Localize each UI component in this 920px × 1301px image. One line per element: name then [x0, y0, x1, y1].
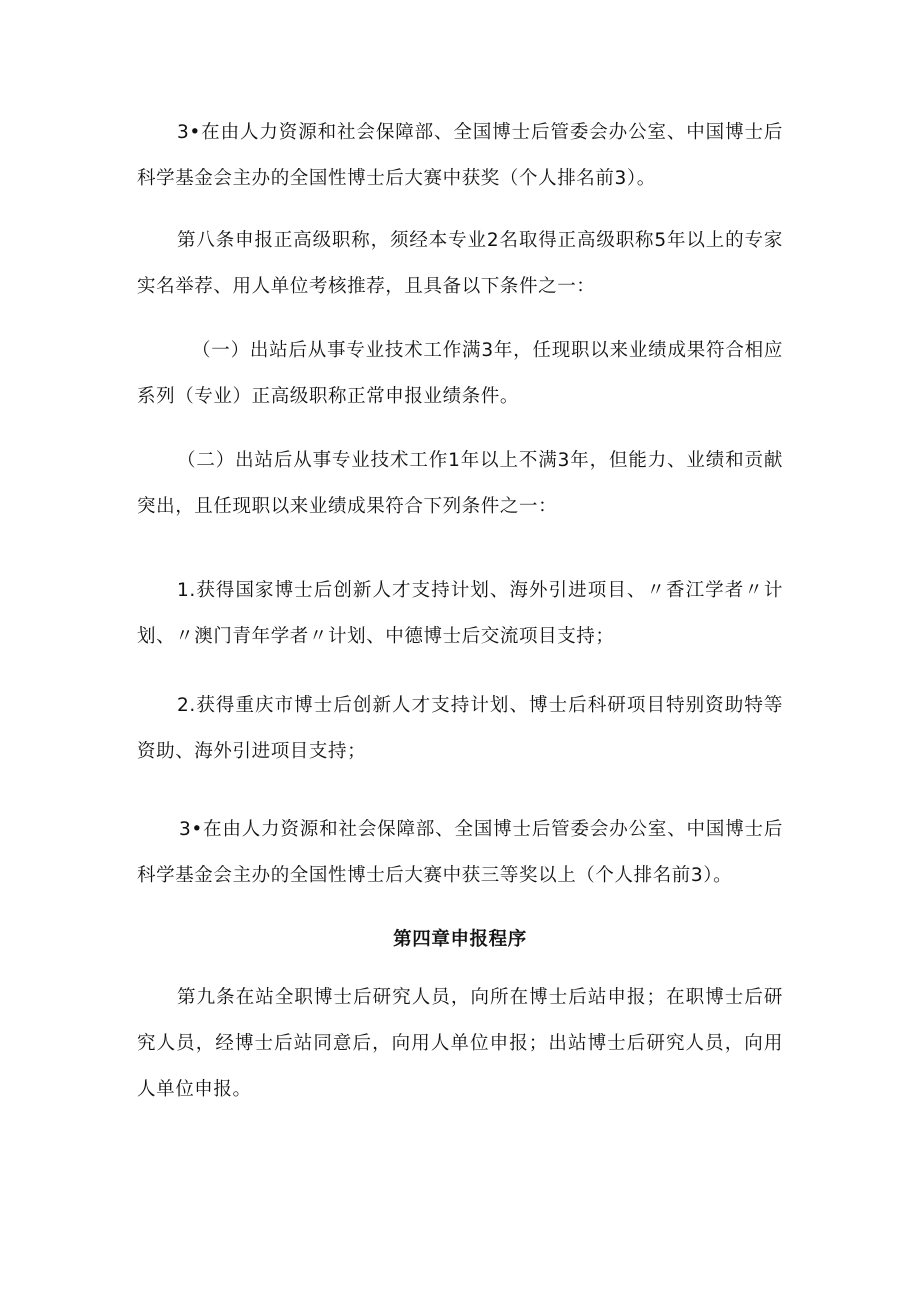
- paragraph-article-nine: 第九条在站全职博士后研究人员，向所在博士后站申报；在职博士后研究人员，经博士后站同意后，向用人单位申报；出站博士后研究人员，向用人单位申报。: [137, 987, 783, 1100]
- paragraph-award-condition-1: 3•在由人力资源和社会保障部、全国博士后管委会办公室、中国博士后科学基金会主办的全国性博士后大赛中获奖（个人排名前3）。: [137, 122, 783, 189]
- paragraph-condition-one: （一）出站后从事专业技术工作满3年，任现职以来业绩成果符合相应系列（专业）正高级职称正常申报业绩条件。: [137, 340, 783, 407]
- paragraph-item-3: 3•在由人力资源和社会保障部、全国博士后管委会办公室、中国博士后科学基金会主办的全国性博士后大赛中获三等奖以上（个人排名前3）。: [137, 819, 783, 886]
- paragraph-item-1: 1.获得国家博士后创新人才支持计划、海外引进项目、〃香江学者〃计划、〃澳门青年学者〃计划、中德博士后交流项目支持；: [137, 580, 783, 647]
- paragraph-article-eight: 第八条申报正高级职称，须经本专业2名取得正高级职称5年以上的专家实名举荐、用人单位考核推荐，且具备以下条件之一：: [137, 230, 783, 297]
- paragraph-condition-two: （二）出站后从事专业技术工作1年以上不满3年，但能力、业绩和贡献突出，且任现职以来业绩成果符合下列条件之一：: [137, 450, 783, 517]
- paragraph-item-2: 2.获得重庆市博士后创新人才支持计划、博士后科研项目特别资助特等资助、海外引进项目支持；: [137, 695, 783, 762]
- chapter-heading: 第四章申报程序: [393, 929, 527, 950]
